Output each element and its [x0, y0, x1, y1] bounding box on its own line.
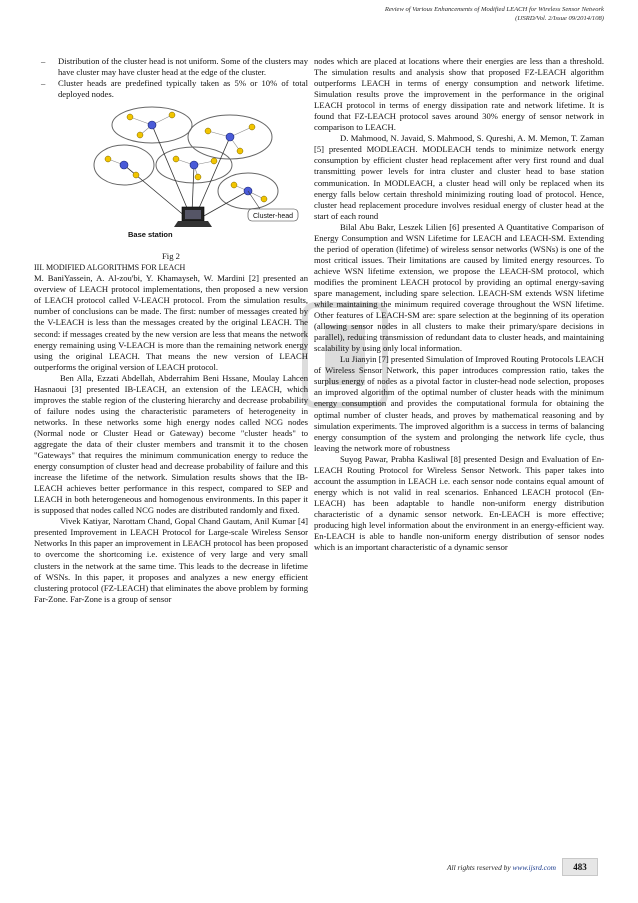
page-footer	[447, 858, 598, 876]
laptop-icon	[174, 207, 212, 227]
list-item: – Cluster heads are predefined typically taken as 5% or 10% of total deployed nodes.	[58, 78, 308, 100]
left-column	[34, 56, 308, 605]
paragraph-ref-3: Ben Alla, Ezzati Abdellah, Abderrahim Beni Hssane, Moulay Lahcen Hasnaoui [3] presented IB-LEACH, an extension of the LEACH, which improves the stable region of the clustering hierarchy and decrease probability of failure nodes using the characteristic parameters of heterogeneity in networks. In these networks some high energy nodes called NCG nodes (Normal node or Cluster Head or Gateway) become "cluster heads" to aggregate the data of their cluster members and transmit it to the chosen "Gateways" that requires the minimum communication energy to reduce the energy consumption of cluster head and decrease probability of failure and this increase the lifetime of the network. Simulation results shows that the IB-LEACH achieves better performance in this respect, compared to SEP and LEACH in both heterogeneous and homogenous environments. In this paper it is supposed that nodes called NCG nodes are distributed randomly and fixed.	[34, 372, 308, 516]
figure-caption: Fig 2	[162, 251, 180, 262]
paragraph-ref-8: Suyog Pawar, Prabha Kasliwal [8] presented Design and Evaluation of En-LEACH Routing Protocol for Wireless Sensor Network. This paper takes into account the assumption in LEACH i.e. each sensor node contains equal amount of energy which is not valid in real scenarios. Enhanced LEACH protocol (En-LEACH) has been adaptable to handle non-uniform energy distribution characteristic of a dynamic sensor network. En-LEACH is more effective; producing high level information about the environment in an energy-efficient way. En-LEACH is able to handle non-uniform energy distribution of sensor nodes which is an important characteristic of a dynamic sensor	[314, 453, 604, 553]
running-header	[184, 6, 604, 23]
paragraph-ref-4: Vivek Katiyar, Narottam Chand, Gopal Chand Gautam, Anil Kumar [4] presented Improvement in LEACH Protocol for Large-scale Wireless Sensor Networks In this paper an improvement in LEACH protocol has been proposed to overcome the shortcoming i.e. existence of very large and very small clusters in the network at the same time. This leads to the decrease in lifetime of WSNs. In this paper, it proposes and analyzes a new energy efficient clustering protocol (FZ-LEACH) that eliminates the above problem by forming Far-Zone. Far-Zone is a group of sensor	[34, 516, 308, 604]
paragraph-ref-5: D. Mahmood, N. Javaid, S. Mahmood, S. Qureshi, A. M. Memon, T. Zaman [5] presented MODLEACH. MODLEACH tends to minimize network energy consumption by efficient cluster head replacement after very first round and dual transmitting power levels for intra cluster and cluster head to base station communication. In MODLEACH, a cluster head will only be replaced when its energy falls below certain threshold minimizing routing load of protocol. Hence, cluster head replacement procedure involves residual energy of cluster head at the start of each round	[314, 133, 604, 221]
list-item: – Distribution of the cluster head is not uniform. Some of the clusters may have cluster may have cluster head at the edge of the cluster.	[58, 56, 308, 78]
figure-cluster-network	[80, 103, 308, 251]
label-cluster-head: Cluster-head	[252, 213, 294, 221]
header-citation: (IJSRD/Vol. 2/Issue 09/2014/108)	[515, 14, 604, 22]
paragraph-ref-6: Bilal Abu Bakr, Leszek Lilien [6] presented A Quantitative Comparison of Energy Consumption and WSN Lifetime for LEACH and LEACH-SM. Extending the period of operation (lifetime) of wireless sensor networks (WSNs) is one of the most critical issues. Their limitations are caused by limited energy resources. To achieve WSN lifetime extension, we propose the LEACH-SM protocol, which modifies the prominent LEACH protocol by providing an optimal energy-saving spare management, including spare selection. LEACH-SM extends WSN lifetime while maintaining the minimum required coverage throughout the WSN lifetime. Other features of LEACH-SM are: spare selection at the beginning of its operation (allowing sensor nodes in all clusters to make their primary/spare decisions in parallel), reducing transmission of redundant data to cluster heads, and maintaining scalability by using only local information.	[314, 221, 604, 354]
paragraph-ref-7: Lu Jianyin [7] presented Simulation of Improved Routing Protocols LEACH of Wireless Sensor Network, this paper introduces compression ratio, takes the surplus energy of nodes as a pivotal factor in cluster-head node selection, proposes an improved algorithm of the optimal number of cluster heads with the minimum energy consumption and provides the computational formula for obtaining the optimal number of cluster heads, and proves by mathematical reasoning and by simulation experiments. The improved algorithm is a success in terms of balancing energy consumption of the system and prolonging the network life cycle, thus leaving the network more of robustness	[314, 354, 604, 453]
right-column	[314, 56, 604, 553]
footer-rights	[447, 863, 556, 872]
section-heading: III. MODIFIED ALGORITHMS FOR LEACH	[34, 263, 186, 273]
paragraph-ref-2: M. BaniYassein, A. Al-zou'bi, Y. Khamayseh, W. Mardini [2] presented an overview of LEACH protocol implementations, then proposed a new version of LEACH protocol called V-LEACH protocol. From the simulation results, number of conclusions can be made. The first: number of messages created by the V-LEACH is less than the messages created by the original LEACH. The second: if messages created by the new version are less that means the network energy remaining using V-LEACH is more than the remaining network energy using the original LEACH. That means the new version of LEACH outperforms the original version of LEACH protocol.	[34, 273, 308, 372]
page-number: 483	[562, 858, 598, 876]
footer-rights-text: All rights reserved by	[447, 862, 511, 872]
paragraph-continued: nodes which are placed at locations where their energies are less than a threshold. The simulation results and analysis show that proposed FZ-LEACH algorithm outperforms LEACH in terms of energy consumption and network lifetime. Simulation results prove the improvement in the performance in the original LEACH protocol in terms of energy dissipation rate and network lifetime. It is found that FZ-LEACH protocol saves around 30% energy of sensor network in comparison to LEACH.	[314, 56, 604, 133]
cluster-diagram	[80, 103, 308, 251]
label-base-station: Base station	[128, 230, 173, 240]
footer-url-link[interactable]: www.ijsrd.com	[512, 862, 556, 872]
bullet-list	[34, 56, 308, 100]
header-title: Review of Various Enhancements of Modified LEACH for Wireless Sensor Network	[384, 6, 604, 13]
